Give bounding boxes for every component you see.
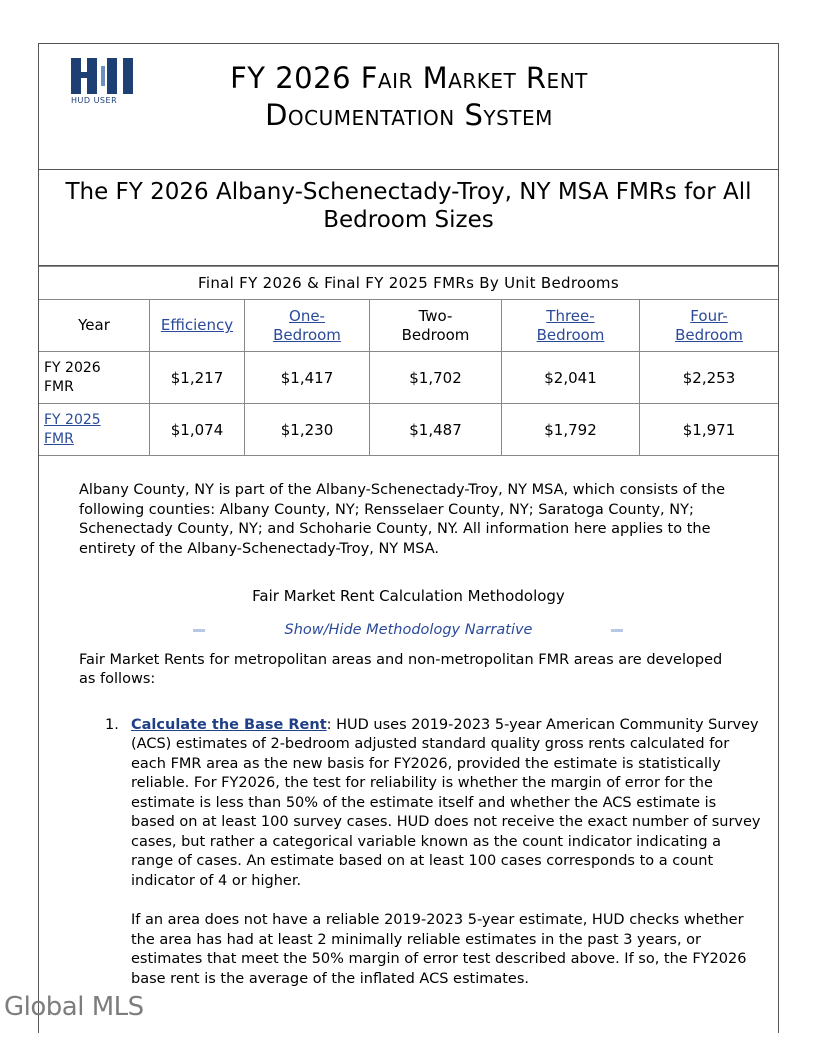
- header-four-bedroom[interactable]: [640, 300, 779, 352]
- fy2025-three-bedroom: $1,792: [502, 404, 640, 456]
- list-item: [89, 716, 764, 990]
- developed-paragraph: Fair Market Rents for metropolitan areas and non-metropolitan FMR areas are developed as follows:: [79, 651, 723, 687]
- calculate-base-rent-link[interactable]: Calculate the Base Rent: [131, 716, 327, 733]
- fy2026-two-bedroom: $1,702: [370, 352, 502, 404]
- methodology-steps: [89, 716, 761, 990]
- fy2026-four-bedroom: $2,253: [640, 352, 779, 404]
- page-header: [39, 44, 778, 170]
- table-row-fy2026: [39, 352, 779, 404]
- year-fy2025-link-b[interactable]: FMR: [44, 430, 74, 447]
- logo-caption: HUD USER: [71, 96, 118, 105]
- header-efficiency[interactable]: [150, 300, 245, 352]
- step-number: 1.: [105, 716, 119, 733]
- table-header-row: [39, 300, 779, 352]
- two-bedroom-b: Bedroom: [401, 325, 470, 344]
- year-fy2026-a: FY 2026: [44, 359, 101, 376]
- fy2026-one-bedroom: $1,417: [245, 352, 370, 404]
- collapse-left-icon: [193, 629, 205, 632]
- methodology-toggle-link[interactable]: Show/Hide Methodology Narrative: [284, 621, 533, 638]
- year-fy2026-b: FMR: [44, 378, 74, 395]
- table-row-fy2025: [39, 404, 779, 456]
- header-one-bedroom[interactable]: [245, 300, 370, 352]
- header-two-bedroom: [370, 300, 502, 352]
- table-caption-row: [39, 267, 779, 300]
- efficiency-link[interactable]: Efficiency: [160, 316, 234, 334]
- year-cell-fy2026: [39, 352, 150, 404]
- fy2025-efficiency: $1,074: [150, 404, 245, 456]
- hud-user-logo[interactable]: [71, 58, 137, 110]
- two-bedroom-a: Two-: [418, 306, 453, 325]
- content-body: [39, 481, 778, 989]
- collapse-right-icon: [611, 629, 623, 632]
- fy2026-three-bedroom: $2,041: [502, 352, 640, 404]
- table-caption: Final FY 2026 & Final FY 2025 FMRs By Unit Bedrooms: [39, 267, 779, 300]
- area-subtitle-text: The FY 2026 Albany-Schenectady-Troy, NY MSA FMRs for All Bedroom Sizes: [65, 179, 752, 233]
- step-paragraph-2: If an area does not have a reliable 2019-2023 5-year estimate, HUD checks whether the area has had at least 2 minimally reliable estimates in the past 3 years, or estimates that meet the 50% margin of error test described above. If so, the FY2026 base rent is the average of the inflated ACS estimates.: [131, 912, 747, 987]
- fy2025-one-bedroom: $1,230: [245, 404, 370, 456]
- fmr-table: [38, 266, 779, 456]
- title-line-1: FY 2026 Fair Market Rent: [230, 61, 588, 95]
- fy2026-efficiency: $1,217: [150, 352, 245, 404]
- three-bedroom-link-b[interactable]: Bedroom: [536, 325, 605, 344]
- fy2025-four-bedroom: $1,971: [640, 404, 779, 456]
- document-frame: [38, 43, 779, 1033]
- title-line-2: Documentation System: [265, 98, 553, 132]
- watermark-text: Global MLS: [4, 992, 144, 1022]
- year-fy2025-link-a[interactable]: FY 2025: [44, 411, 101, 428]
- step-text: : HUD uses 2019-2023 5-year American Community Survey (ACS) estimates of 2-bedroom adjusted standard quality gross rents calculated for each FMR area as the new basis for FY2026, provided the estimate is statistically reliable. For FY2026, the test for reliability is whether the margin of error for the estimate is less than 50% of the estimate itself and whether the ACS estimate is based on at least 100 survey cases. HUD does not receive the exact number of survey cases, but rather a categorical variable known as the count indicator indicating a range of cases. An estimate based on at least 100 cases corresponds to a count indicator of 4 or higher.: [131, 716, 761, 889]
- area-subtitle: [39, 170, 778, 266]
- three-bedroom-link-a[interactable]: Three-: [546, 306, 595, 325]
- header-three-bedroom[interactable]: [502, 300, 640, 352]
- one-bedroom-link-b[interactable]: Bedroom: [273, 325, 341, 344]
- header-year: Year: [39, 300, 150, 352]
- fy2025-two-bedroom: $1,487: [370, 404, 502, 456]
- step-paragraph: [131, 716, 764, 892]
- hud-logo-icon: [71, 58, 133, 94]
- year-cell-fy2025[interactable]: [39, 404, 150, 456]
- methodology-toggle-row: [79, 621, 738, 641]
- intro-paragraph: Albany County, NY is part of the Albany-Schenectady-Troy, NY MSA, which consists of the following counties: Albany County, NY; Rensselaer County, NY; Saratoga County, NY; Schenectady County, NY; and Schoharie County, NY. All information here applies to the entirety of the Albany-Schenectady-Troy, NY MSA.: [79, 482, 726, 557]
- one-bedroom-link-a[interactable]: One-: [289, 306, 325, 325]
- page-title: [149, 60, 669, 134]
- four-bedroom-link-a[interactable]: Four-: [690, 306, 728, 325]
- four-bedroom-link-b[interactable]: Bedroom: [675, 325, 743, 344]
- methodology-heading: Fair Market Rent Calculation Methodology: [252, 587, 565, 605]
